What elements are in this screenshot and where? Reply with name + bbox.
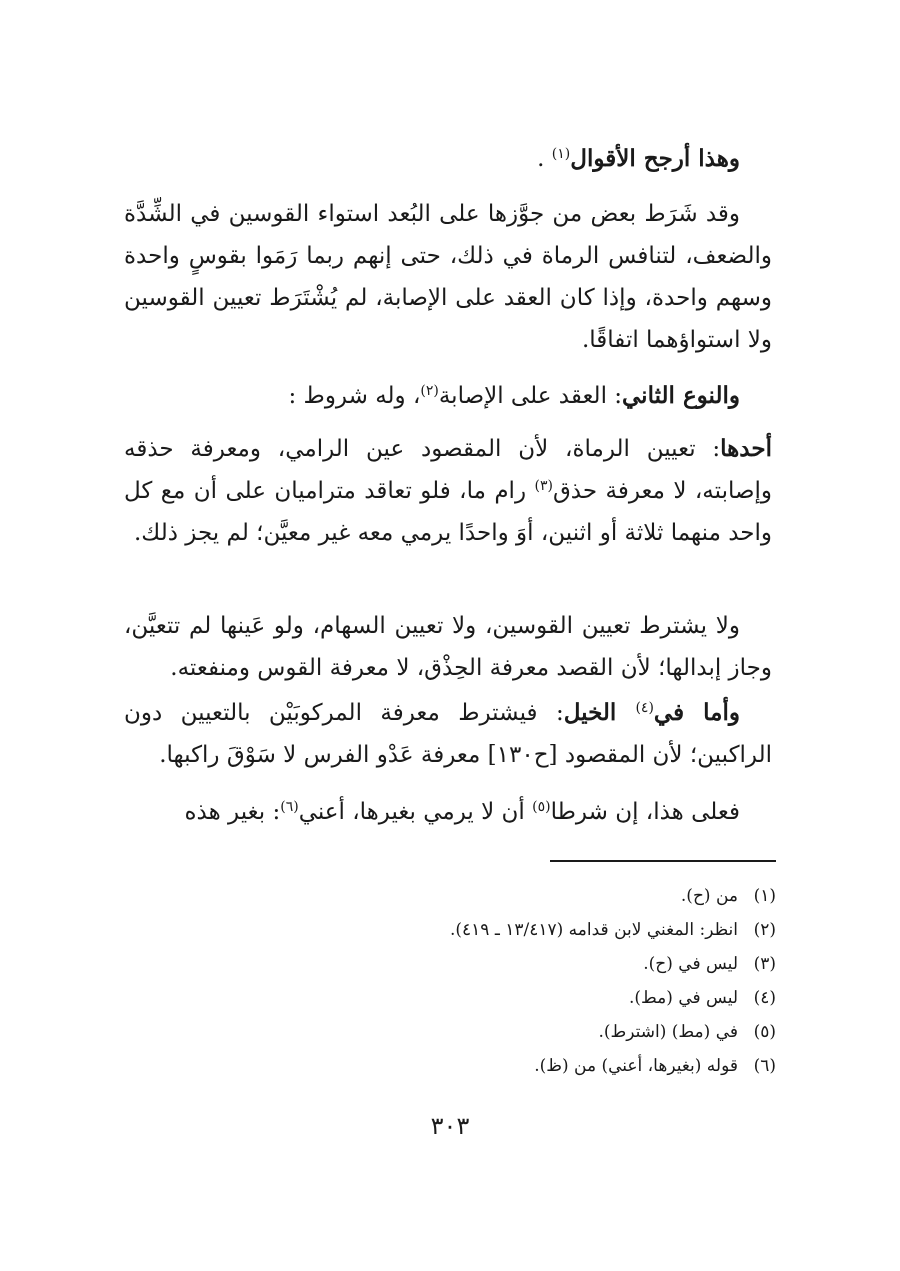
footnote-item — [256, 981, 776, 1015]
footnote-text: انظر: المغني لابن قدامه (١٣/٤١٧ ـ ٤١٩). — [450, 920, 738, 940]
page-number: ٣٠٣ — [430, 1112, 470, 1140]
footnote-ref-1[interactable]: (١) — [551, 146, 571, 162]
footnote-item — [256, 1049, 776, 1083]
footnote-number: (٦) — [753, 1056, 776, 1076]
footnote-ref-2[interactable]: (٢) — [420, 383, 439, 399]
footnote-ref-6[interactable]: (٦) — [280, 799, 299, 815]
footnote-ref-4[interactable]: (٤) — [635, 700, 654, 716]
footnote-item — [256, 947, 776, 981]
footnote-ref-3[interactable]: (٣) — [534, 478, 553, 494]
footnote-number: (٥) — [753, 1022, 776, 1042]
footnote-divider — [550, 860, 776, 862]
bold-phrase: أحدها — [720, 435, 772, 462]
bold-phrase: والنوع الثاني — [622, 382, 740, 409]
paragraph-3 — [124, 375, 772, 417]
paragraph-text: ، وله شروط : — [288, 383, 421, 409]
footnote-number: (٤) — [753, 988, 776, 1008]
footnote-text: ليس في (مط). — [629, 988, 738, 1008]
paragraph-text: : فيشترط معرفة المركوبَيْن بالتعيين دون الراكبين؛ لأن المقصود [ح١٣٠] معرفة عَدْو الفرس لا سَوْقَ راكبها. — [124, 700, 772, 768]
footnote-item — [256, 879, 776, 913]
paragraph-text: : تعيين الرماة، لأن المقصود عين الرامي، ومعرفة حذقه وإصابته، لا معرفة حذق — [124, 436, 773, 504]
footnote-number: (١) — [753, 886, 776, 906]
footnotes-list — [256, 879, 776, 1083]
paragraph-5 — [124, 605, 772, 689]
paragraph-text: . — [537, 146, 552, 172]
paragraph-text: ولا يشترط تعيين القوسين، ولا تعيين السهام، ولو عَينها لم تتعيَّن، وجاز إبدالها؛ لأن القصد معرفة الحِذْق، لا معرفة القوس ومنفعته. — [124, 613, 772, 681]
footnote-number: (٢) — [753, 920, 776, 940]
paragraph-text: أن لا يرمي بغيرها، أعني — [298, 799, 533, 825]
paragraph-6 — [124, 692, 772, 776]
footnote-text: من (ح). — [680, 886, 738, 906]
paragraph-text: فعلى هذا، إن شرطا — [550, 799, 740, 825]
paragraph-text: رام ما، فلو تعاقد متراميان على أن مع كل واحد منهما ثلاثة أو اثنين، أوَ واحدًا يرمي معه غير معيَّن؛ لم يجز ذلك. — [124, 478, 772, 546]
paragraph-7 — [124, 791, 772, 833]
footnote-text: ليس في (ح). — [643, 954, 738, 974]
paragraph-text: : العقد على الإصابة — [438, 383, 623, 409]
footnote-item — [256, 913, 776, 947]
paragraph-text: : بغير هذه — [184, 799, 281, 825]
paragraph-4 — [124, 428, 772, 554]
footnote-number: (٣) — [753, 954, 776, 974]
footnote-text: في (مط) (اشترط). — [598, 1022, 738, 1042]
bold-phrase: وأما في — [653, 699, 740, 726]
footnote-text: قوله (بغيرها، أعني) من (ظ). — [534, 1056, 738, 1076]
bold-phrase: الخيل — [563, 699, 636, 726]
paragraph-1 — [124, 138, 772, 180]
footnote-ref-5[interactable]: (٥) — [532, 799, 551, 815]
paragraph-2 — [124, 193, 772, 361]
bold-phrase: وهذا أرجح الأقوال — [570, 145, 740, 172]
footnote-item — [256, 1015, 776, 1049]
paragraph-text: وقد شَرَط بعض من جوَّزها على البُعد استواء القوسين في الشِّدَّة والضعف، لتنافس الرماة في ذلك، حتى إنهم ربما رَمَوا بقوسٍ واحدة وسهم واحدة، وإذا كان العقد على الإصابة، لم يُشْتَرَط تعيين القوسين ولا استواؤهما اتفاقًا. — [124, 201, 772, 353]
